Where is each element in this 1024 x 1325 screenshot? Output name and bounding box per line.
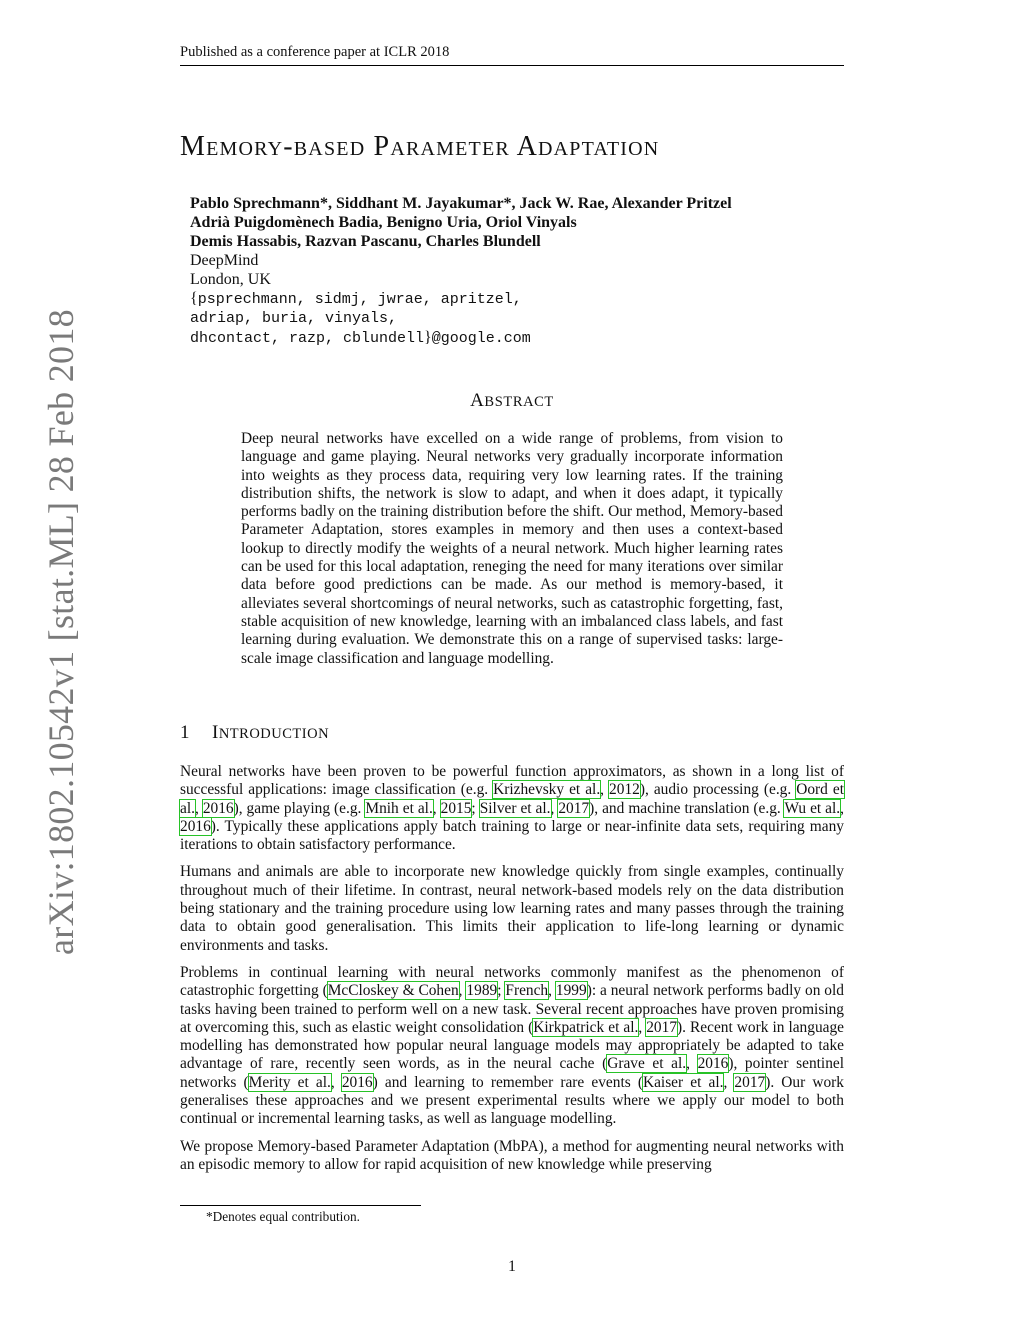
title-hyphen: - bbox=[283, 131, 294, 162]
brace-close: } bbox=[424, 329, 432, 346]
text: ). Recent work in language modelling has demonstrated how popular neural language models may appropriately be adapted to take advantage of rare, recently seen words, as in the neural cache ( bbox=[180, 1018, 845, 1073]
citation-link[interactable]: Krizhevsky et al. bbox=[493, 781, 601, 799]
text: ; bbox=[471, 799, 480, 817]
author-line: Pablo Sprechmann*, Siddhant M. Jayakumar*, Jack W. Rae, Alexander Pritzel bbox=[190, 195, 732, 212]
brace-open: { bbox=[190, 290, 198, 307]
page-number: 1 bbox=[508, 1258, 516, 1275]
citation-link[interactable]: Oord et al. bbox=[180, 781, 844, 817]
author-line: Adrià Puigdomènech Badia, Benigno Uria, Oriol Vinyals bbox=[190, 214, 577, 231]
email-line bbox=[190, 289, 850, 309]
text: , bbox=[458, 982, 467, 1000]
heading-smallcaps: BSTRACT bbox=[484, 394, 554, 410]
text: ), audio processing (e.g. bbox=[639, 781, 797, 799]
citation-link[interactable]: 2017 bbox=[734, 1073, 766, 1091]
email-list: adriap, buria, vinyals, bbox=[190, 310, 398, 327]
text: ). Our work generalises these approaches and we present experimental results where we apply our model to both continual or incremental learning tasks, as well as language modelling. bbox=[180, 1073, 844, 1128]
text: , bbox=[432, 799, 441, 817]
abstract-heading bbox=[0, 390, 1024, 412]
citation-link[interactable]: 1999 bbox=[555, 982, 587, 1000]
citation-link[interactable]: 2016 bbox=[180, 817, 211, 835]
text: , bbox=[550, 799, 559, 817]
text: , bbox=[723, 1073, 735, 1091]
citation-link[interactable]: French bbox=[505, 982, 549, 1000]
author-block bbox=[190, 194, 850, 348]
text: ), and machine translation (e.g. bbox=[589, 799, 785, 817]
text: , bbox=[840, 799, 844, 817]
citation-link[interactable]: 2017 bbox=[646, 1018, 678, 1036]
text: , bbox=[638, 1018, 647, 1036]
title-smallcaps: EMORY bbox=[206, 138, 284, 160]
title-smallcaps: BASED bbox=[293, 138, 366, 160]
citation-link[interactable]: Mnih et al. bbox=[365, 799, 433, 817]
paper-title bbox=[180, 131, 659, 163]
citation-link[interactable]: 2016 bbox=[202, 799, 234, 817]
title-smallcaps: ARAMETER bbox=[390, 138, 510, 160]
introduction-body bbox=[180, 763, 844, 1183]
section-heading bbox=[180, 722, 329, 744]
text: ) and learning to remember rare events ( bbox=[372, 1073, 643, 1091]
text: , bbox=[194, 799, 203, 817]
text: Neural networks have been proven to be powerful function approximators, as shown in a long list of successful applications: image classification (e.g. bbox=[180, 763, 844, 799]
heading-cap: I bbox=[212, 722, 219, 743]
arxiv-stamp: arXiv:1802.10542v1 [stat.ML] 28 Feb 2018 bbox=[41, 309, 81, 955]
citation-link[interactable]: McCloskey & Cohen bbox=[327, 982, 459, 1000]
citation-link[interactable]: 2012 bbox=[609, 781, 640, 799]
location: London, UK bbox=[190, 271, 271, 288]
text: ). Typically these applications apply batch training to large or near-infinite data sets, requiring many iterations to obtain satisfactory performance. bbox=[180, 817, 844, 854]
email-domain: @google.com bbox=[431, 330, 531, 347]
text: ; bbox=[497, 982, 506, 1000]
heading-smallcaps: NTRODUCTION bbox=[218, 726, 330, 742]
header-rule bbox=[180, 65, 844, 66]
footnote: *Denotes equal contribution. bbox=[206, 1209, 360, 1224]
citation-link[interactable]: 2016 bbox=[341, 1073, 373, 1091]
author-line: Demis Hassabis, Razvan Pascanu, Charles Blundell bbox=[190, 233, 541, 250]
citation-link[interactable]: 2016 bbox=[697, 1055, 729, 1073]
citation-link[interactable]: 2015 bbox=[440, 799, 472, 817]
citation-link[interactable]: Wu et al. bbox=[784, 799, 841, 817]
heading-cap: A bbox=[470, 390, 485, 411]
citation-link[interactable]: 2017 bbox=[558, 799, 590, 817]
text: , bbox=[548, 982, 556, 1000]
text: ): a neural network performs badly on old tasks having been trained to perform well on a new task. Several recent approaches have proven promising at overcoming this, such as elastic weight consolidation ( bbox=[180, 982, 844, 1036]
section-number: 1 bbox=[180, 722, 190, 743]
citation-link[interactable]: Silver et al. bbox=[479, 799, 551, 817]
affiliation: DeepMind bbox=[190, 252, 259, 269]
citation-link[interactable]: 1989 bbox=[466, 982, 498, 1000]
abstract-body: Deep neural networks have excelled on a wide range of problems, from vision to language and game playing. Neural networks very gradually incorporate information into weights as they process data, requiring very low learning rates. If the training distribution shifts, the network is slow to adapt, and when it does adapt, it typically performs badly on the training distribution before the shift. Our method, Memory-based Parameter Adaptation, stores examples in memory and then uses a context-based lookup to directly modify the weights of a neural network. Much higher learning rates can be used for this local adaptation, reneging the need for many iterations over similar data before good predictions can be made. As our method is memory-based, it alleviates several shortcomings of neural networks, such as catastrophic forgetting, fast, stable acquisition of new knowledge, learning with an imbalanced class labels, and fast learning during evaluation. We demonstrate this on a range of supervised tasks: large-scale image classification and language modelling. bbox=[241, 430, 783, 667]
paragraph: Humans and animals are able to incorporate new knowledge quickly from single examples, continually throughout much of their lifetime. In contrast, neural network-based models rely on the data distribution being stationary and the training procedure using low learning rates and many passes through the training data to obtain good generalisation. This limits their application to life-long learning or dynamic environments and tasks. bbox=[180, 863, 844, 954]
text: ), game playing (e.g. bbox=[233, 799, 366, 817]
title-smallcaps: DAPTATION bbox=[538, 138, 660, 160]
text: ), pointer sentinel networks ( bbox=[180, 1055, 844, 1091]
running-header: Published as a conference paper at ICLR 2018 bbox=[180, 44, 450, 60]
paragraph: We propose Memory-based Parameter Adaptation (MbPA), a method for augmenting neural networks with an episodic memory to allow for rapid acquisition of new knowledge while preserving bbox=[180, 1137, 844, 1173]
citation-link[interactable]: Kirkpatrick et al. bbox=[533, 1018, 639, 1036]
text: , bbox=[600, 781, 610, 799]
footnote-rule bbox=[180, 1205, 421, 1206]
title-cap: P bbox=[373, 131, 391, 162]
email-line bbox=[190, 328, 850, 348]
paragraph bbox=[180, 763, 844, 854]
text: , bbox=[686, 1055, 698, 1073]
email-list: dhcontact, razp, cblundell bbox=[190, 330, 425, 347]
citation-link[interactable]: Kaiser et al. bbox=[642, 1073, 724, 1091]
text: , bbox=[330, 1073, 342, 1091]
title-cap: M bbox=[180, 131, 207, 162]
text: Problems in continual learning with neural networks commonly manifest as the phenomenon of catastrophic forgetting ( bbox=[180, 963, 844, 1000]
title-cap: A bbox=[516, 131, 539, 162]
email-list: psprechmann, sidmj, jwrae, apritzel, bbox=[197, 291, 522, 308]
paragraph bbox=[180, 964, 844, 1129]
citation-link[interactable]: Grave et al. bbox=[607, 1055, 687, 1073]
citation-link[interactable]: Merity et al. bbox=[248, 1073, 331, 1091]
